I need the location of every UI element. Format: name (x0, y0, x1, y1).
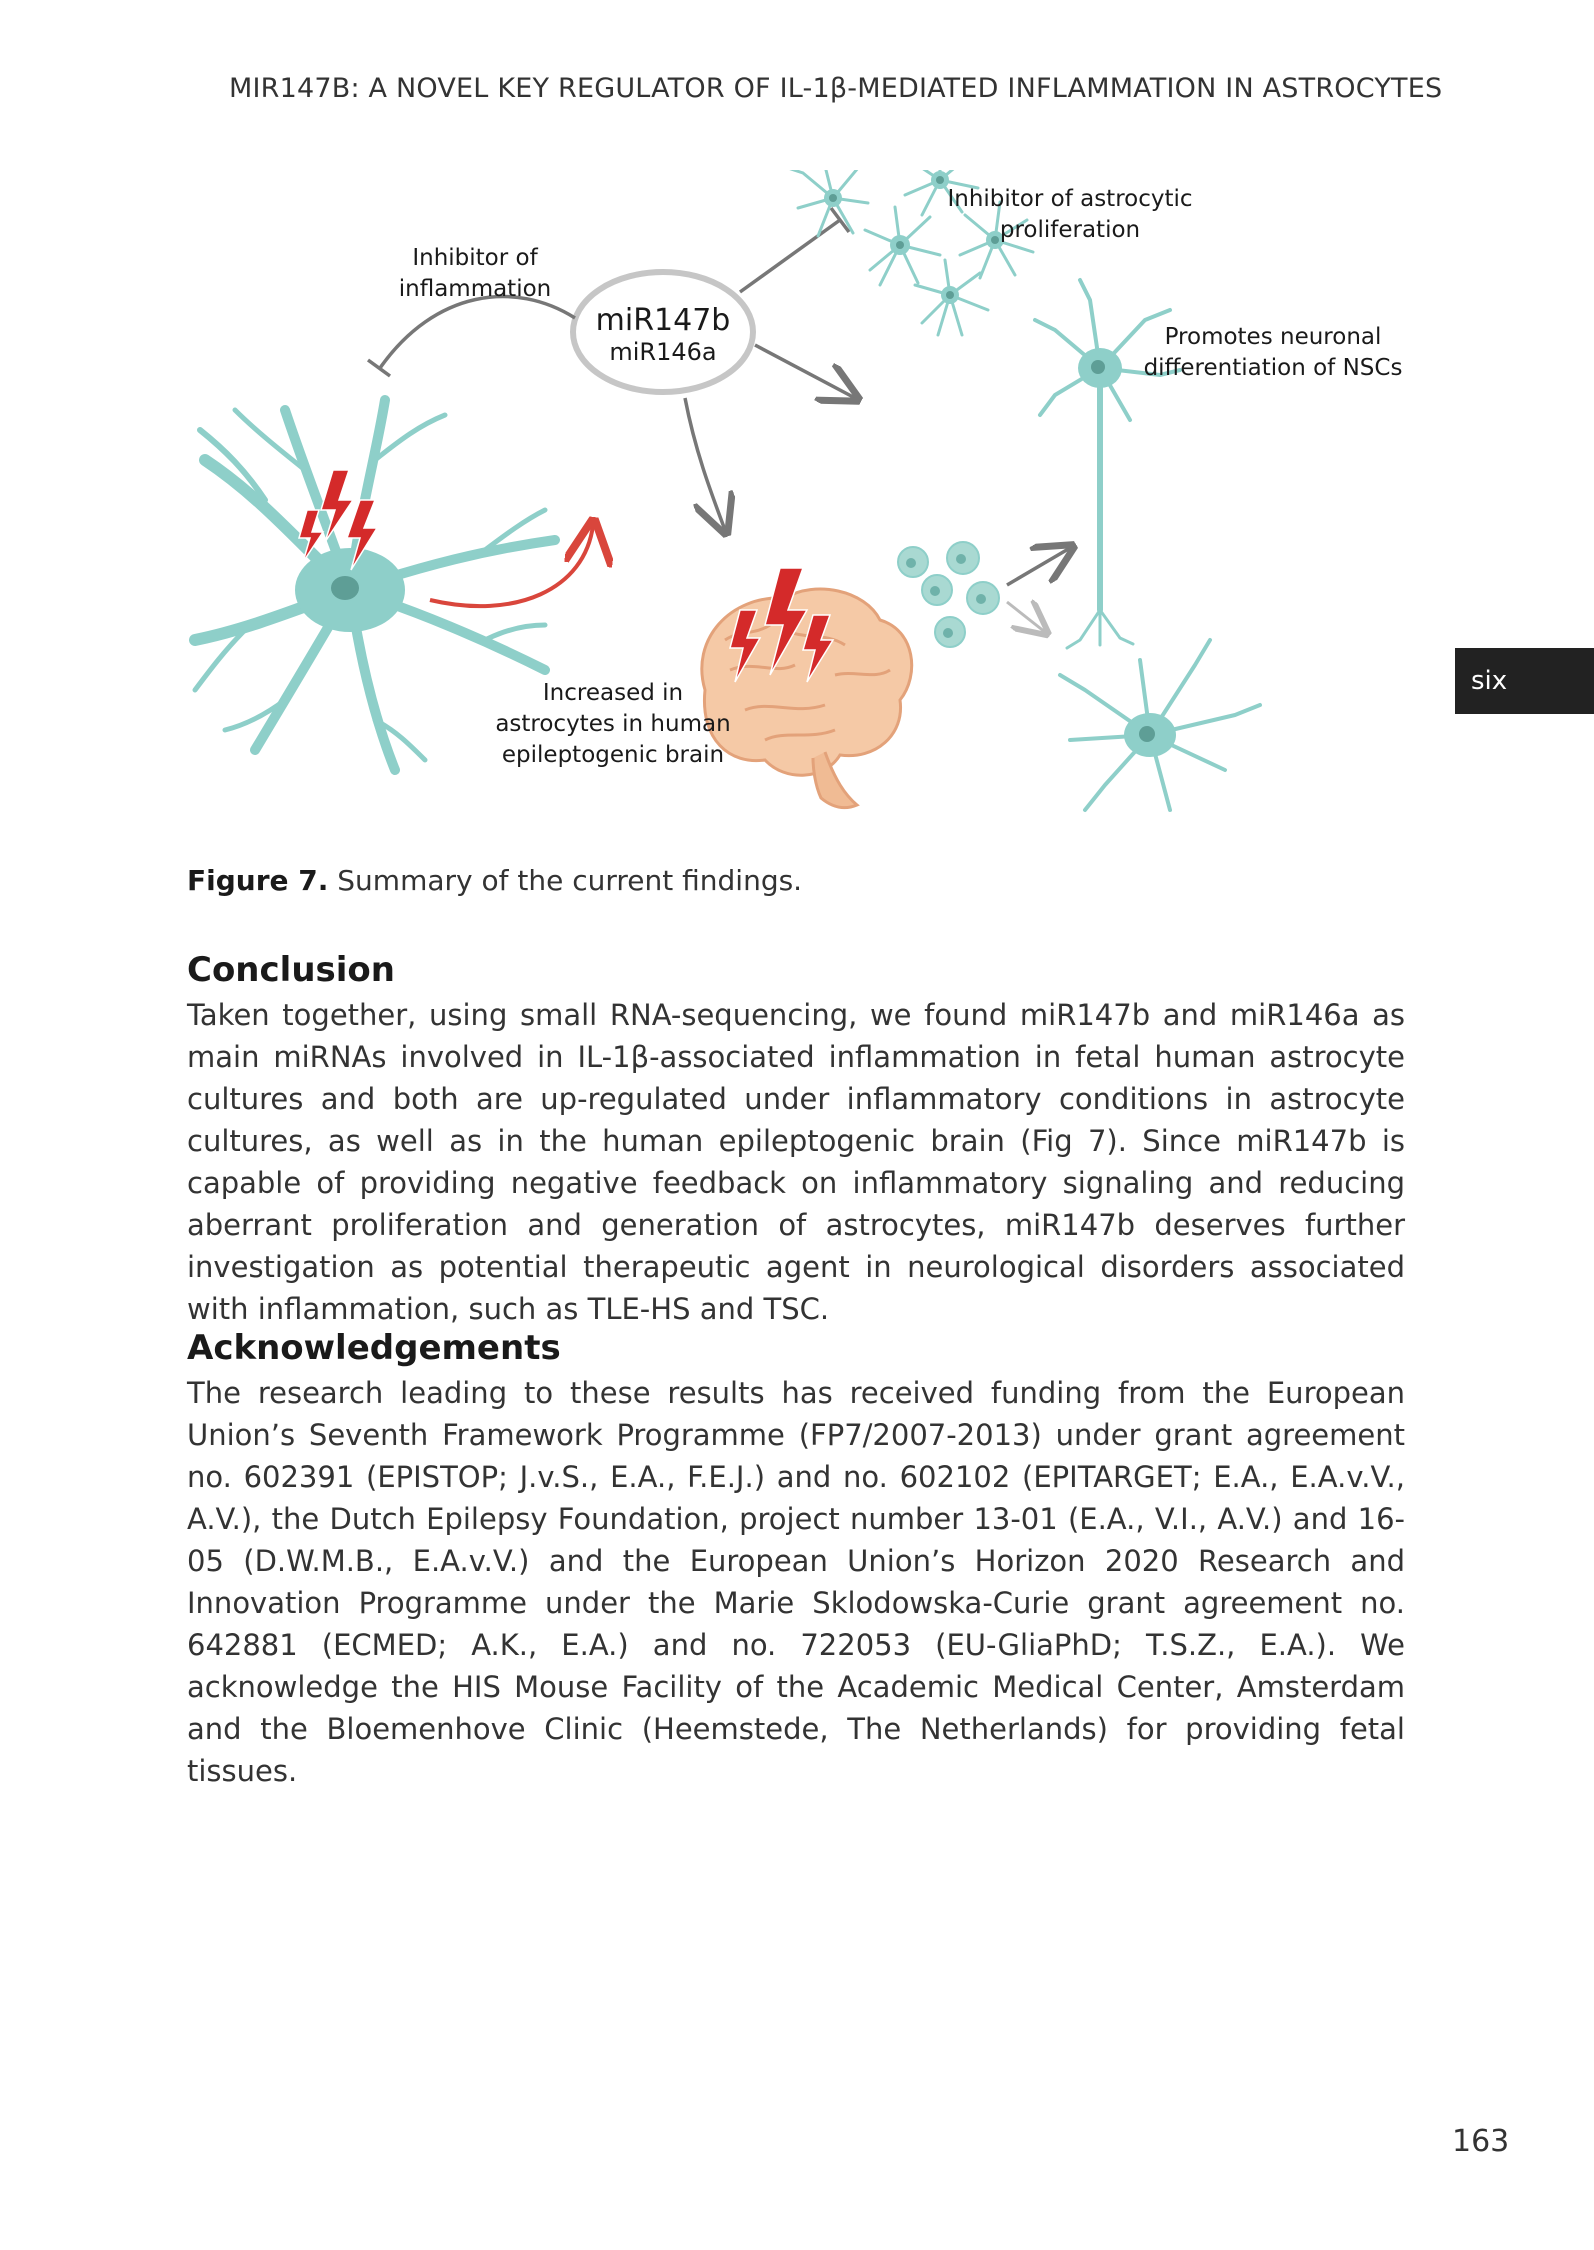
increased-line3: epileptogenic brain (501, 742, 725, 768)
small-astrocyte (1060, 640, 1260, 810)
brain-icon (702, 589, 912, 808)
increased-line1: Increased in (542, 680, 684, 706)
inhibitor-inflammation-line1: Inhibitor of (412, 245, 538, 271)
figure-caption (187, 864, 802, 897)
inhibition-arrow-proliferation (740, 208, 849, 292)
conclusion-body: Taken together, using small RNA-sequencing, we found miR147b and miR146a as main miRNAs involved in IL-1β-associated inflammation in fetal human astrocyte cultures and both are up-regulated under inflammatory conditions in astrocyte cultures, as well as in the human epileptogenic brain (Fig 7). Since miR147b is capable of providing negative feedback on inflammatory signaling and reducing aberrant proliferation and generation of astrocytes, miR147b deserves further investigation as potential therapeutic agent in neurological disorders associated with inflammation, such as TLE-HS and TSC. (187, 998, 1405, 1326)
promotes-line2: differentiation of NSCs (1143, 355, 1403, 381)
chapter-tab-label: six (1471, 666, 1508, 696)
conclusion-heading: Conclusion (187, 950, 395, 990)
arrow-to-neuron (1007, 548, 1070, 585)
arrow-to-nscs (755, 345, 855, 398)
inhibitor-inflammation-line2: inflammation (398, 276, 552, 302)
neuron (1035, 280, 1180, 648)
mirna-secondary-label: miR146a (609, 338, 717, 366)
promotes-line1: Promotes neuronal (1164, 324, 1382, 350)
figure-7 (185, 170, 1415, 850)
arrow-to-brain (685, 398, 725, 530)
inhibitor-proliferation-line1: Inhibitor of astrocytic (947, 186, 1193, 212)
inhibition-arrow-inflammation (368, 297, 575, 376)
arrow-to-astrocyte (1007, 602, 1045, 632)
mirna-primary-label: miR147b (595, 303, 731, 338)
figure-7-illustration (185, 170, 1415, 850)
acknowledgements-heading: Acknowledgements (187, 1328, 561, 1368)
increased-line2: astrocytes in human (495, 711, 731, 737)
figure-caption-text: Summary of the current findings. (328, 864, 803, 897)
inhibitor-proliferation-line2: proliferation (999, 217, 1141, 243)
chapter-tab (1455, 648, 1594, 714)
page-number: 163 (1452, 2124, 1510, 2159)
figure-caption-label: Figure 7. (187, 864, 329, 897)
acknowledgements-body: The research leading to these results has received funding from the European Union’s Seventh Framework Programme (FP7/2007-2013) under grant agreement no. 602391 (EPISTOP; J.v.S., E.A., F.E.J.) and no. 602102 (EPITARGET; E.A., E.A.v.V., A.V.), the Dutch Epilepsy Foundation, project number 13-01 (E.A., V.I., A.V.) and 16-05 (D.W.M.B., E.A.v.V.) and the European Union’s Horizon 2020 Research and Innovation Programme under the Marie Sklodowska-Curie grant agreement no. 642881 (ECMED; A.K., E.A.) and no. 722053 (EU-GliaPhD; T.S.Z., E.A.). We acknowledge the HIS Mouse Facility of the Academic Medical Center, Amsterdam and the Bloemenhove Clinic (Heemstede, The Netherlands) for providing fetal tissues. (187, 1376, 1405, 1788)
running-header: MIR147B: A NOVEL KEY REGULATOR OF IL-1β-MEDIATED INFLAMMATION IN ASTROCYTES (229, 73, 1443, 104)
activation-arrow (430, 525, 593, 606)
